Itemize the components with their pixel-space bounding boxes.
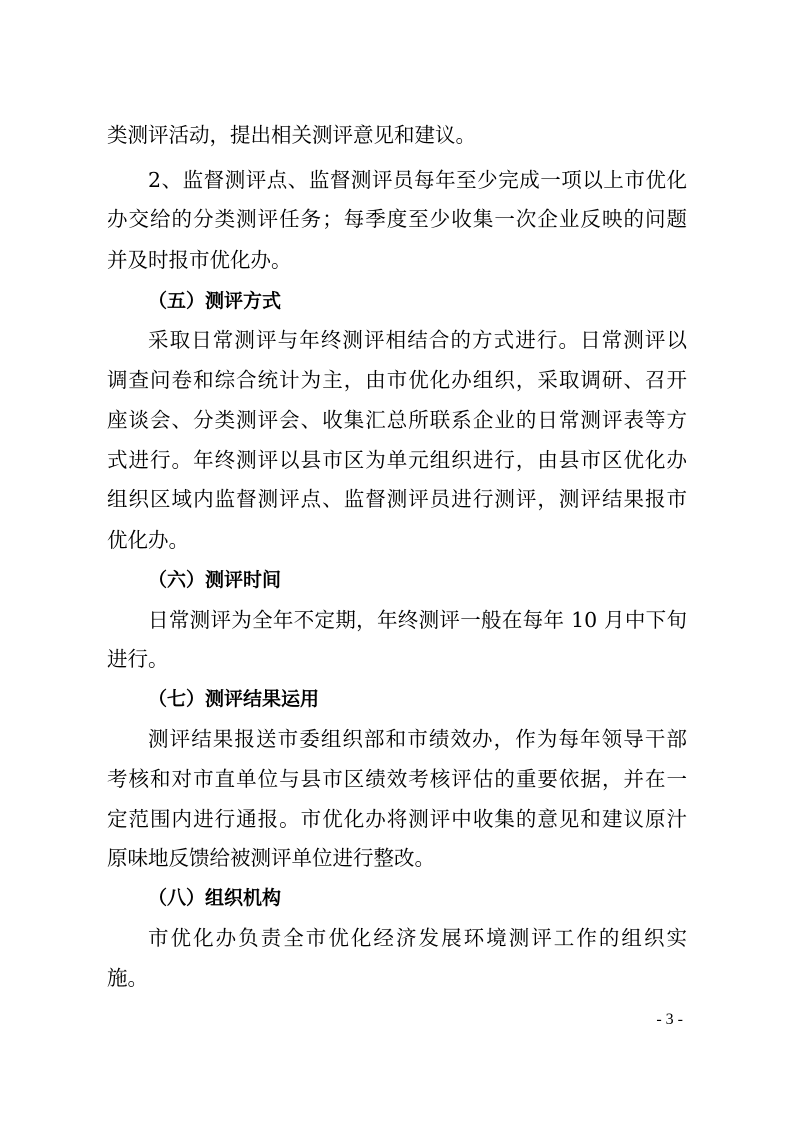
section-heading: （六）测评时间	[148, 569, 282, 591]
section-heading: （七）测评结果运用	[148, 688, 320, 710]
paragraph-line: 考核和对市直单位与县市区绩效考核评估的重要依据，并在一	[107, 767, 687, 791]
paragraph-line: 施。	[107, 966, 148, 990]
paragraph-line: 定范围内进行通报。市优化办将测评中收集的意见和建议原汁	[107, 807, 687, 831]
paragraph-line: 座谈会、分类测评会、收集汇总所联系企业的日常测评表等方	[107, 408, 687, 432]
section-heading: （五）测评方式	[148, 290, 282, 312]
paragraph-line: 办交给的分类测评任务；每季度至少收集一次企业反映的问题	[107, 207, 687, 231]
paragraph-line: 2、监督测评点、监督测评员每年至少完成一项以上市优化	[148, 168, 687, 192]
section-heading: （八）组织机构	[148, 887, 282, 909]
paragraph-line: 采取日常测评与年终测评相结合的方式进行。日常测评以	[148, 328, 687, 352]
paragraph-line: 组织区域内监督测评点、监督测评员进行测评，测评结果报市	[107, 487, 687, 511]
paragraph-line: 式进行。年终测评以县市区为单元组织进行，由县市区优化办	[107, 448, 687, 472]
paragraph-line: 市优化办负责全市优化经济发展环境测评工作的组织实	[148, 926, 687, 950]
paragraph-line: 日常测评为全年不定期，年终测评一般在每年 10 月中下旬	[148, 608, 687, 632]
page-number: - 3 -	[656, 1011, 683, 1028]
paragraph-line: 优化办。	[107, 528, 189, 552]
paragraph-line: 测评结果报送市委组织部和市绩效办，作为每年领导干部	[148, 727, 687, 751]
paragraph-line: 进行。	[107, 647, 169, 671]
paragraph-line: 原味地反馈给被测评单位进行整改。	[107, 846, 435, 870]
paragraph-line: 并及时报市优化办。	[107, 248, 292, 272]
paragraph-line: 调查问卷和综合统计为主，由市优化办组织，采取调研、召开	[107, 368, 687, 392]
paragraph-line: 类测评活动，提出相关测评意见和建议。	[107, 123, 476, 147]
